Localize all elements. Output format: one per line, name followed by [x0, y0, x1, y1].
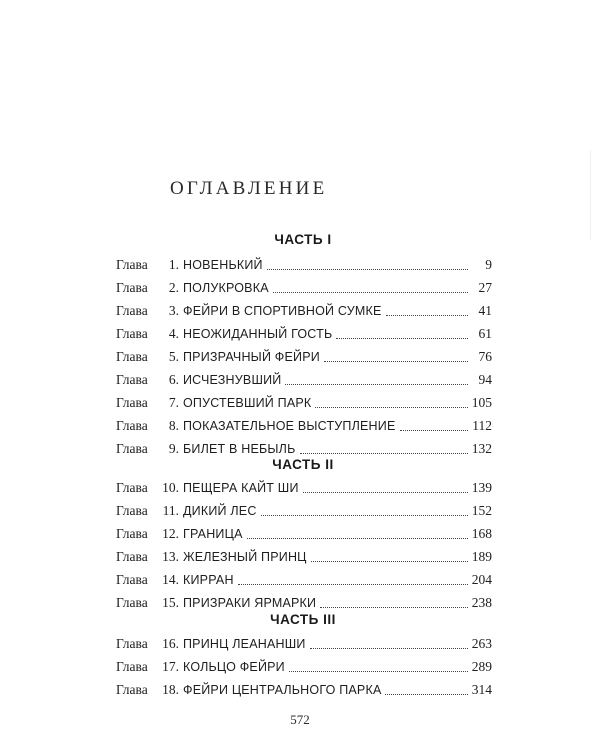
toc-entry [116, 322, 492, 345]
chapter-label: Глава [116, 682, 148, 697]
chapter-number: 16. [162, 636, 179, 651]
chapter-title: ПЕЩЕРА КАЙТ ШИ [183, 481, 299, 495]
chapter-number: 14. [162, 572, 179, 587]
chapter-page: 289 [471, 659, 492, 674]
toc-entry [116, 391, 492, 414]
part-heading-text: ЧАСТЬ I [274, 232, 332, 247]
chapter-title: ПРИЗРАКИ ЯРМАРКИ [183, 596, 317, 610]
dot-leader [385, 693, 467, 695]
chapter-number: 9. [168, 441, 179, 456]
dot-leader [285, 383, 468, 385]
chapter-title: ДИКИЙ ЛЕС [183, 504, 257, 518]
chapter-title: ПРИЗРАЧНЫЙ ФЕЙРИ [183, 350, 320, 364]
chapter-number: 5. [168, 349, 179, 364]
chapter-page: 139 [471, 480, 492, 495]
chapter-title: БИЛЕТ В НЕБЫЛЬ [183, 442, 296, 456]
chapter-title: ЖЕЛЕЗНЫЙ ПРИНЦ [183, 550, 307, 564]
chapter-page: 314 [471, 682, 492, 697]
chapter-label: Глава [116, 418, 148, 433]
chapter-label: Глава [116, 441, 148, 456]
chapter-number: 4. [168, 326, 179, 341]
chapter-page: 27 [478, 280, 492, 295]
dot-leader [310, 647, 468, 649]
chapter-number: 3. [168, 303, 179, 318]
page-number: 572 [290, 712, 310, 727]
toc-entry [116, 414, 492, 437]
chapter-label: Глава [116, 326, 148, 341]
dot-leader [400, 429, 468, 431]
dot-leader [311, 560, 468, 562]
chapter-title: ГРАНИЦА [183, 527, 243, 541]
chapter-label: Глава [116, 526, 148, 541]
chapter-label: Глава [116, 503, 148, 518]
toc-entry [116, 345, 492, 368]
chapter-title: ПОКАЗАТЕЛЬНОЕ ВЫСТУПЛЕНИЕ [183, 419, 396, 433]
chapter-page: 189 [471, 549, 492, 564]
chapter-title: ПРИНЦ ЛЕАНАНШИ [183, 637, 306, 651]
toc-entry [116, 655, 492, 678]
chapter-title: ПОЛУКРОВКА [183, 281, 269, 295]
chapter-number: 1. [168, 257, 179, 272]
chapter-label: Глава [116, 549, 148, 564]
chapter-number: 2. [168, 280, 179, 295]
dot-leader [289, 670, 468, 672]
chapter-number: 6. [168, 372, 179, 387]
chapter-page: 112 [472, 418, 492, 433]
chapter-page: 168 [471, 526, 492, 541]
chapter-page: 132 [471, 441, 492, 456]
chapter-label: Глава [116, 480, 148, 495]
page-title: ОГЛАВЛЕНИЕ [170, 178, 328, 199]
dot-leader [267, 268, 468, 270]
part-heading-2 [0, 457, 600, 472]
chapter-title: ФЕЙРИ ЦЕНТРАЛЬНОГО ПАРКА [183, 683, 382, 697]
toc-entry [116, 591, 492, 614]
chapter-page: 61 [478, 326, 492, 341]
toc-entry [116, 476, 492, 499]
dot-leader [336, 337, 468, 339]
chapter-number: 18. [162, 682, 179, 697]
chapter-number: 15. [162, 595, 179, 610]
chapter-title: КИРРАН [183, 573, 234, 587]
chapter-number: 8. [168, 418, 179, 433]
chapter-page: 152 [471, 503, 492, 518]
chapter-number: 13. [162, 549, 179, 564]
chapter-label: Глава [116, 572, 148, 587]
dot-leader [320, 606, 468, 608]
dot-leader [247, 537, 468, 539]
chapter-label: Глава [116, 659, 148, 674]
toc-entry [116, 299, 492, 322]
chapter-title: ИСЧЕЗНУВШИЙ [183, 373, 282, 387]
dot-leader [300, 452, 468, 454]
chapter-number: 12. [162, 526, 179, 541]
chapter-title: НОВЕНЬКИЙ [183, 258, 263, 272]
chapter-label: Глава [116, 595, 148, 610]
toc-list-part-1 [116, 253, 492, 460]
toc-list-part-3 [116, 632, 492, 701]
chapter-title: ФЕЙРИ В СПОРТИВНОЙ СУМКЕ [183, 304, 382, 318]
chapter-number: 10. [162, 480, 179, 495]
chapter-number: 11. [162, 503, 179, 518]
toc-entry [116, 632, 492, 655]
part-heading-1 [0, 232, 600, 247]
toc-entry [116, 678, 492, 701]
chapter-title: НЕОЖИДАННЫЙ ГОСТЬ [183, 327, 333, 341]
dot-leader [324, 360, 468, 362]
chapter-page: 94 [478, 372, 492, 387]
chapter-page: 76 [478, 349, 492, 364]
part-heading-text: ЧАСТЬ III [270, 612, 336, 627]
toc-entry [116, 568, 492, 591]
toc-entry [116, 499, 492, 522]
chapter-label: Глава [116, 372, 148, 387]
toc-entry [116, 368, 492, 391]
chapter-page: 9 [485, 257, 492, 272]
chapter-label: Глава [116, 349, 148, 364]
dot-leader [238, 583, 468, 585]
chapter-number: 7. [168, 395, 179, 410]
page-edge-shadow [590, 150, 591, 240]
chapter-title: ОПУСТЕВШИЙ ПАРК [183, 396, 312, 410]
chapter-page: 238 [471, 595, 492, 610]
chapter-page: 263 [471, 636, 492, 651]
toc-entry [116, 545, 492, 568]
chapter-title: КОЛЬЦО ФЕЙРИ [183, 660, 285, 674]
chapter-page: 105 [471, 395, 492, 410]
chapter-number: 17. [162, 659, 179, 674]
part-heading-3 [0, 612, 600, 627]
dot-leader [261, 514, 468, 516]
chapter-label: Глава [116, 395, 148, 410]
chapter-label: Глава [116, 280, 148, 295]
dot-leader [303, 491, 468, 493]
toc-entry [116, 522, 492, 545]
chapter-label: Глава [116, 636, 148, 651]
dot-leader [386, 314, 469, 316]
part-heading-text: ЧАСТЬ II [272, 457, 334, 472]
chapter-page: 41 [478, 303, 492, 318]
dot-leader [315, 406, 467, 408]
dot-leader [273, 291, 468, 293]
chapter-page: 204 [471, 572, 492, 587]
toc-entry [116, 253, 492, 276]
toc-list-part-2 [116, 476, 492, 614]
chapter-label: Глава [116, 303, 148, 318]
chapter-label: Глава [116, 257, 148, 272]
toc-entry [116, 276, 492, 299]
